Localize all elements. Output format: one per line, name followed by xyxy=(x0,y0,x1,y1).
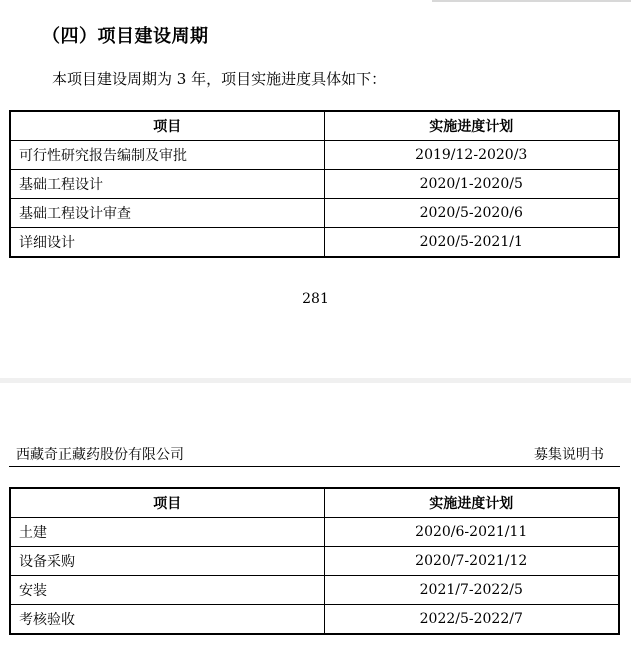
schedule-table-1 xyxy=(9,110,620,258)
running-header-company: 西藏奇正藏药股份有限公司 xyxy=(16,447,184,463)
project-cell: 详细设计 xyxy=(10,228,324,258)
table-header-row xyxy=(10,488,619,518)
page-number: 281 xyxy=(302,291,329,307)
running-header-document-type: 募集说明书 xyxy=(534,447,604,463)
intro-paragraph: 本项目建设周期为 3 年，项目实施进度具体如下： xyxy=(52,70,387,88)
header-project: 项目 xyxy=(10,488,324,518)
header-schedule: 实施进度计划 xyxy=(324,488,619,518)
schedule-cell: 2020/5-2020/6 xyxy=(324,199,619,228)
header-rule xyxy=(9,466,620,467)
page-separator xyxy=(0,378,631,383)
table-row xyxy=(10,547,619,576)
table-row xyxy=(10,141,619,170)
schedule-table-2 xyxy=(9,487,620,635)
project-cell: 可行性研究报告编制及审批 xyxy=(10,141,324,170)
table-row xyxy=(10,199,619,228)
table-header-row xyxy=(10,111,619,141)
schedule-cell: 2021/7-2022/5 xyxy=(324,576,619,605)
table-row xyxy=(10,576,619,605)
schedule-cell: 2022/5-2022/7 xyxy=(324,605,619,635)
schedule-cell: 2020/7-2021/12 xyxy=(324,547,619,576)
project-cell: 安装 xyxy=(10,576,324,605)
section-title: （四）项目建设周期 xyxy=(42,26,209,47)
table-row xyxy=(10,605,619,635)
schedule-cell: 2019/12-2020/3 xyxy=(324,141,619,170)
table-row xyxy=(10,170,619,199)
project-cell: 设备采购 xyxy=(10,547,324,576)
schedule-cell: 2020/5-2021/1 xyxy=(324,228,619,258)
project-cell: 考核验收 xyxy=(10,605,324,635)
header-schedule: 实施进度计划 xyxy=(324,111,619,141)
page-top-border xyxy=(432,0,631,2)
table-row xyxy=(10,518,619,547)
schedule-cell: 2020/1-2020/5 xyxy=(324,170,619,199)
project-cell: 基础工程设计审查 xyxy=(10,199,324,228)
header-project: 项目 xyxy=(10,111,324,141)
project-cell: 基础工程设计 xyxy=(10,170,324,199)
table-row xyxy=(10,228,619,258)
schedule-cell: 2020/6-2021/11 xyxy=(324,518,619,547)
project-cell: 土建 xyxy=(10,518,324,547)
